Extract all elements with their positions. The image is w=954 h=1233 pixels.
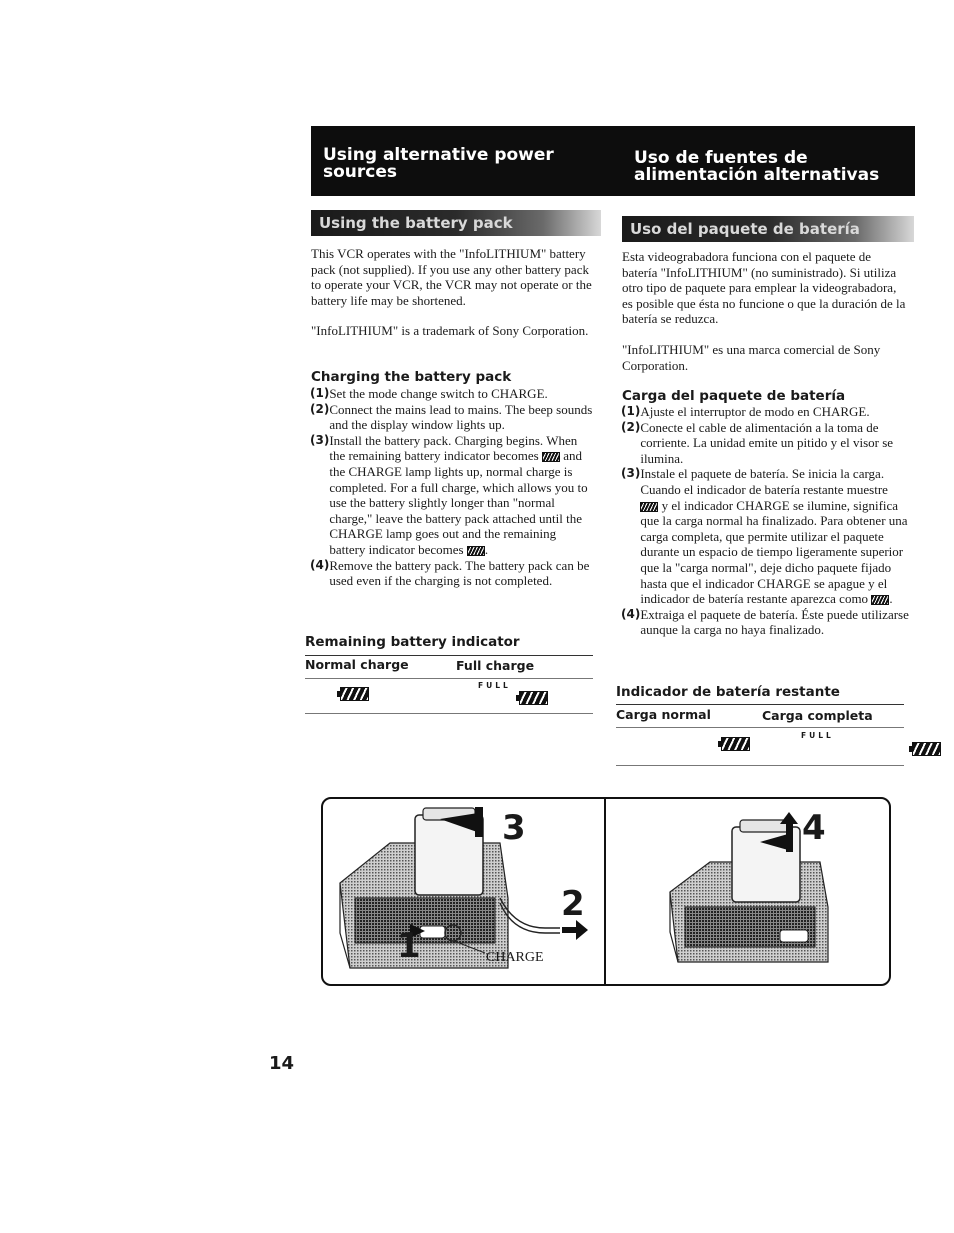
- trademark-en: "InfoLITHIUM" is a trademark of Sony Corporation.: [311, 323, 589, 338]
- col-full-es: Carga completa: [762, 708, 873, 723]
- section-header: [311, 126, 915, 196]
- step-es-3: (3) Instale el paquete de batería. Se inicia la carga. Cuando el indicador de batería restante muestre y el indicador CHARGE se ilumine, significa que la carga normal ha finalizado. Para obtener una carga completa, que permite utilizar el paquete durante un espacio de tiempo ligeramente superior que la "carga normal", deje dicho paquete fijado hasta que el indicador CHARGE se apague y el indicador de batería restante aparezca como .: [621, 466, 908, 607]
- step-en-2: (2) Connect the mains lead to mains. The beep sounds and the display window lights up.: [310, 401, 593, 433]
- battery-full-icon: [909, 742, 941, 756]
- step-en-3: (3) Install the battery pack. Charging begins. When the remaining battery indicator becomes and the CHARGE lamp lights up, normal charge is completed. For a full charge, which allows you to use the battery slightly longer than "normal charge," leave the battery pack attached until the CHARGE lamp goes out and the remaining battery indicator becomes .: [310, 432, 588, 557]
- col-full-en: Full charge: [456, 658, 535, 673]
- subsection-bar-es: Uso del paquete de batería: [622, 216, 914, 242]
- step-es-4: (4) Extraiga el paquete de batería. Éste puede utilizarse aunque la carga no haya finalizado.: [621, 606, 909, 638]
- col-normal-es: Carga normal: [616, 707, 711, 722]
- intro-en: This VCR operates with the "InfoLITHIUM" battery pack (not supplied). If you use any other battery pack to operate your VCR, the VCR may not operate or the battery life may be shortened.: [311, 246, 592, 308]
- step-1-marker: 1: [397, 926, 421, 966]
- steps-en: [310, 386, 595, 589]
- full-label-en: FULL: [478, 681, 511, 690]
- battery-normal-icon: [542, 452, 560, 462]
- col-normal-en: Normal charge: [305, 657, 409, 672]
- indicator-heading-en: Remaining battery indicator: [305, 634, 520, 650]
- header-title-es: Uso de fuentes de alimentación alternativas: [634, 148, 880, 185]
- indicator-heading-es: Indicador de batería restante: [616, 684, 840, 700]
- step-es-2: (2) Conecte el cable de alimentación a la toma de corriente. La unidad emite un pitido y el visor se ilumina.: [621, 419, 894, 466]
- charging-heading-en: Charging the battery pack: [311, 369, 512, 385]
- battery-full-icon: [871, 595, 889, 605]
- table-rule-mid-en: [305, 678, 593, 679]
- battery-full-icon: [467, 546, 485, 556]
- table-rule-mid-es: [616, 727, 904, 728]
- charging-heading-es: Carga del paquete de batería: [622, 388, 846, 404]
- battery-full-icon: [516, 691, 548, 705]
- step-en-4: (4) Remove the battery pack. The battery pack can be used even if the charging is not completed.: [310, 557, 590, 589]
- battery-normal-icon: [640, 502, 658, 512]
- step-en-1: (1) Set the mode change switch to CHARGE.: [310, 386, 548, 401]
- subsection-bar-en: Using the battery pack: [311, 210, 601, 236]
- charger-with-battery-drawing: [330, 803, 600, 981]
- charge-callout: CHARGE: [486, 950, 544, 965]
- steps-es: [621, 404, 909, 638]
- battery-normal-icon: [337, 687, 369, 701]
- illustration-divider: [604, 797, 606, 986]
- trademark-es: "InfoLITHIUM" es una marca comercial de Sony Corporation.: [622, 342, 881, 373]
- table-rule-bottom-es: [616, 765, 904, 766]
- header-title-en: Using alternative power sources: [323, 145, 554, 182]
- step-4-marker: 4: [802, 808, 826, 848]
- page-number: 14: [269, 1053, 295, 1074]
- full-label-es: FULL: [801, 731, 834, 740]
- table-rule-top-en: [305, 655, 593, 656]
- step-2-marker: 2: [561, 884, 585, 924]
- battery-normal-icon: [718, 737, 750, 751]
- step-3-marker: 3: [502, 808, 526, 848]
- intro-es: Esta videograbadora funciona con el paquete de batería "InfoLITHIUM" (no suministrado). Si utiliza otro tipo de paquete para emplear la videograbadora, es posible que ésta no funcione o que la duración de la batería se reduzca.: [622, 249, 906, 327]
- table-rule-bottom-en: [305, 713, 593, 714]
- step-es-1: (1) Ajuste el interruptor de modo en CHARGE.: [621, 404, 870, 419]
- table-rule-top-es: [616, 704, 904, 705]
